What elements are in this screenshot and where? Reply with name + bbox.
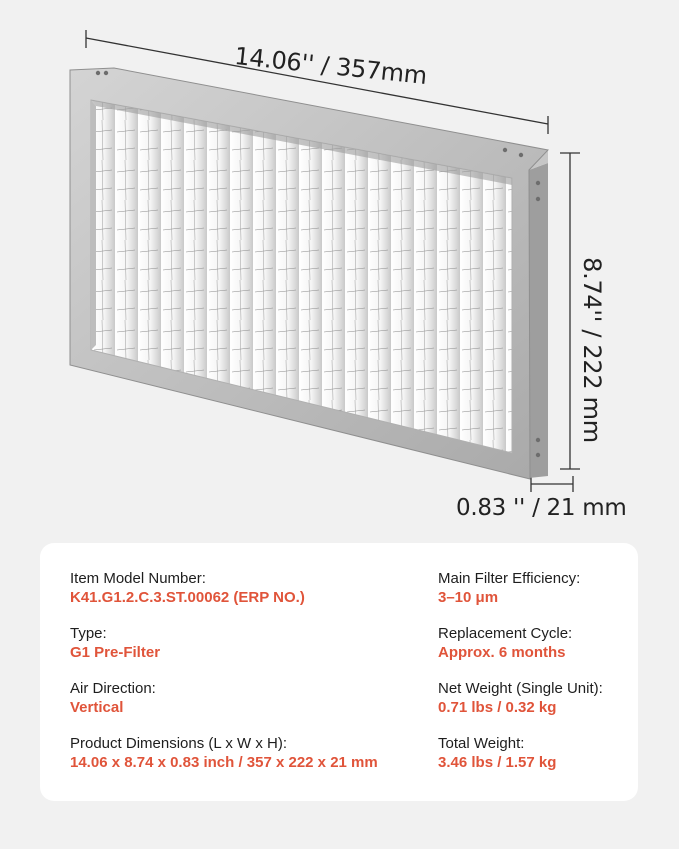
spec-label: Net Weight (Single Unit): [438,680,603,697]
height-dimension-line [560,153,580,469]
spec-value: G1 Pre-Filter [70,644,161,661]
filter-side-face [529,163,548,478]
spec-value: 0.71 lbs / 0.32 kg [438,699,557,716]
spec-type [70,624,160,662]
spec-model-number [70,569,305,607]
depth-dimension-label: 0.83 '' / 21 mm [456,495,627,521]
spec-air-direction [70,679,156,717]
spec-label: Product Dimensions (L x W x H): [70,735,287,752]
spec-label: Total Weight: [438,735,525,752]
spec-net-weight [438,679,603,717]
spec-filter-efficiency [438,569,580,607]
width-dimension-label: 14.06'' / 357mm [233,42,429,91]
specifications-card [40,543,638,801]
spec-product-dimensions [70,734,378,772]
depth-dimension-line [531,476,573,492]
spec-value: Vertical [70,699,124,716]
spec-value: Approx. 6 months [438,644,566,661]
spec-value: 3.46 lbs / 1.57 kg [438,754,557,771]
spec-label: Air Direction: [70,680,156,697]
spec-label: Item Model Number: [70,570,206,587]
spec-label: Type: [70,625,107,642]
spec-value: K41.G1.2.C.3.ST.00062 (ERP NO.) [70,589,305,606]
spec-value: 14.06 x 8.74 x 0.83 inch / 357 x 222 x 21 mm [70,754,378,771]
spec-replacement-cycle [438,624,572,662]
spec-total-weight [438,734,556,772]
spec-value: 3–10 μm [438,589,499,606]
spec-label: Main Filter Efficiency: [438,570,581,587]
spec-label: Replacement Cycle: [438,625,573,642]
height-dimension-label: 8.74'' / 222 mm [578,257,606,443]
